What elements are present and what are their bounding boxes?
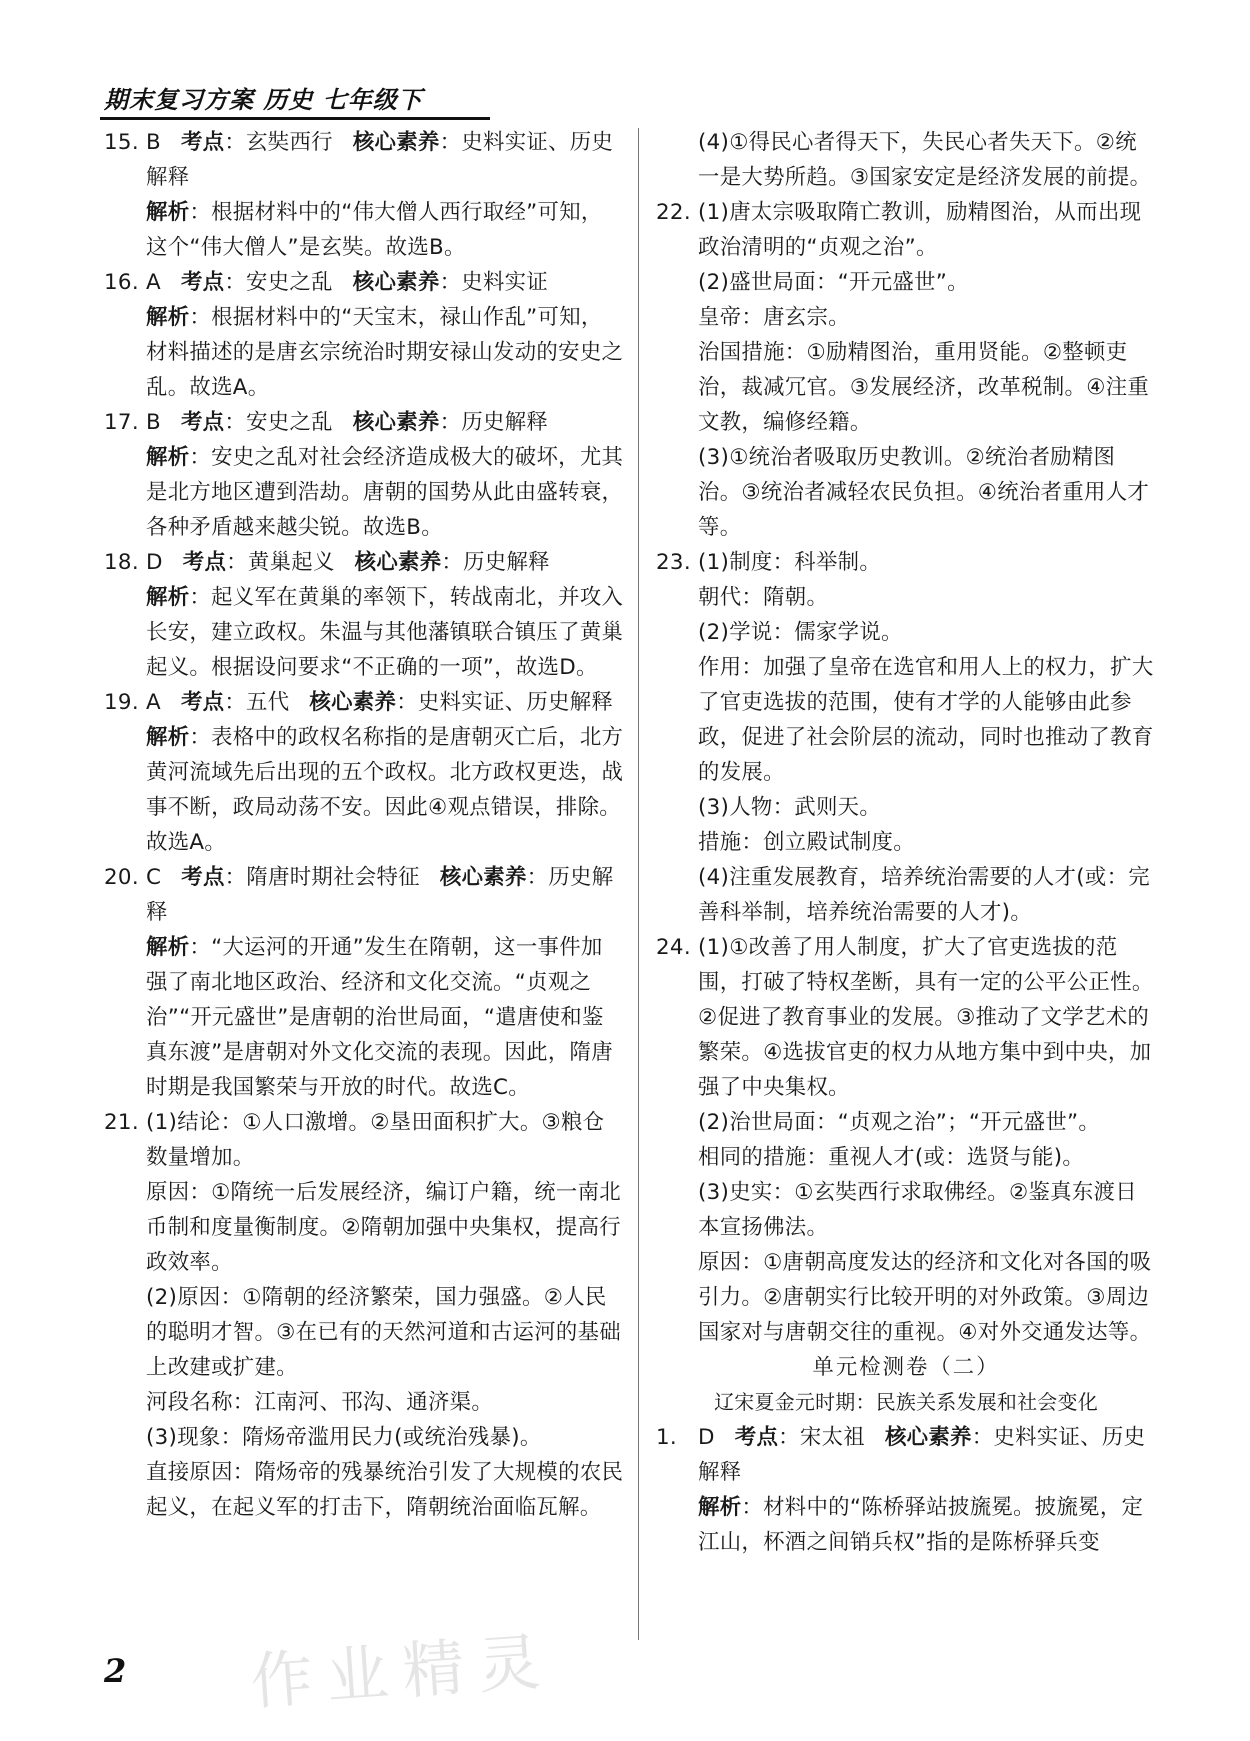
analysis-text: 材料中的“陈桥驿站披旒冕。披旒冕，定江山，杯酒之间销兵权”指的是陈桥驿兵变 [698,1495,1144,1555]
question-24 [656,930,1156,1350]
topic: 安史之乱 [246,410,333,435]
question-16: 16. A 考点：安史之乱 核心素养：史料实证 解析：根据材料中的“天宝末，禄山作乱”可知，材料描述的是唐玄宗统治时期安禄山发动的安史之乱。故选A。 [104,265,624,405]
answer-line: 直接原因：隋炀帝的残暴统治引发了大规模的农民起义，在起义军的打击下，隋朝统治面临瓦解。 [146,1460,624,1520]
question-number: 20. [104,865,139,890]
literacy-label: 核心素养 [354,550,442,575]
analysis-label: 解析 [146,200,190,225]
question-22 [656,195,1156,545]
topic-label: 考点 [182,550,227,575]
analysis-label: 解析 [146,445,190,470]
question-number: 17. [104,410,139,435]
column-divider [638,128,639,1640]
literacy: 史料实证、历史解释 [417,690,614,715]
header-title: 期末复习方案 历史 七年级下 [104,85,423,114]
answer-line: 原因：①唐朝高度发达的经济和文化对各国的吸引力。②唐朝实行比较开明的对外政策。③周边国家对与唐朝交往的重视。④对外交通发达等。 [698,1250,1152,1345]
literacy: 史料实证、历史解释 [698,1425,1146,1485]
answer: A [146,690,161,715]
answer-line: 相同的措施：重视人才(或：选贤与能)。 [698,1145,1085,1170]
analysis-label: 解析 [698,1495,742,1520]
topic-label: 考点 [180,410,225,435]
question-15: 15. B 考点：玄奘西行 核心素养：史料实证、历史解释 解析：根据材料中的“伟大僧人西行取经”可知，这个“伟大僧人”是玄奘。故选B。 [104,125,624,265]
answer-line: 原因：①隋统一后发展经济，编订户籍，统一南北币制和度量衡制度。②隋朝加强中央集权，提高行政效率。 [146,1180,621,1275]
right-column [656,125,1156,1560]
question-number: 1. [656,1425,678,1450]
question-21-continued: (4)①得民心者得天下，失民心者失天下。②统一是大势所趋。③国家安定是经济发展的前提。 [698,130,1152,190]
question-number: 22. [656,200,691,225]
answer: D [146,550,163,575]
topic-label: 考点 [181,865,225,890]
analysis-text: 根据材料中的“伟大僧人西行取经”可知，这个“伟大僧人”是玄奘。故选B。 [146,200,603,260]
literacy-label: 核心素养 [352,270,440,295]
answer-line: (3)史实：①玄奘西行求取佛经。②鉴真东渡日本宣扬佛法。 [698,1180,1137,1240]
literacy-label: 核心素养 [309,690,397,715]
literacy-label: 核心素养 [352,130,440,155]
literacy-label: 核心素养 [884,1425,972,1450]
topic-label: 考点 [180,690,225,715]
section2-question-1: 1. D 考点：宋太祖 核心素养：史料实证、历史解释 解析：材料中的“陈桥驿站披旒冕。披旒冕，定江山，杯酒之间销兵权”指的是陈桥驿兵变 [656,1420,1156,1560]
answer-line: (2)治世局面：“贞观之治”；“开元盛世”。 [698,1110,1101,1135]
topic: 五代 [246,690,290,715]
question-21 [104,1105,624,1525]
question-number: 16. [104,270,139,295]
header-rule [100,117,490,120]
literacy-label: 核心素养 [352,410,440,435]
topic: 隋唐时期社会特征 [246,865,420,890]
answer-line: (4)注重发展教育，培养统治需要的人才(或：完善科举制，培养统治需要的人才)。 [698,865,1150,925]
analysis-text: 安史之乱对社会经济造成极大的破坏，尤其是北方地区遭到浩劫。唐朝的国势从此由盛转衰，各种矛盾越来越尖锐。故选B。 [146,445,624,540]
literacy-label: 核心素养 [439,865,527,890]
topic: 宋太祖 [799,1425,865,1450]
watermark: 作业精灵 [248,1624,557,1719]
topic: 玄奘西行 [246,130,333,155]
topic: 安史之乱 [246,270,333,295]
question-number: 15. [104,130,139,155]
answer-line: 朝代：隋朝。 [698,585,829,610]
answer-part: (1)①改善了用人制度，扩大了官吏选拔的范围，打破了特权垄断，具有一定的公平公正性。②促进了教育事业的发展。③推动了文学艺术的繁荣。④选拔官吏的权力从地方集中到中央，加强了中央集权。 [698,935,1154,1100]
question-19: 19. A 考点：五代 核心素养：史料实证、历史解释 解析：表格中的政权名称指的是唐朝灭亡后，北方黄河流域先后出现的五个政权。北方政权更迭，战事不断，政局动荡不安。因此④观点错误，排除。故选A。 [104,685,624,860]
analysis-text: 根据材料中的“天宝末，禄山作乱”可知，材料描述的是唐玄宗统治时期安禄山发动的安史之乱。故选A。 [146,305,624,400]
question-23 [656,545,1156,930]
answer-line: 措施：创立殿试制度。 [698,830,915,855]
question-number: 21. [104,1110,139,1135]
page-number: 2 [104,1652,127,1690]
analysis-text: 表格中的政权名称指的是唐朝灭亡后，北方黄河流域先后出现的五个政权。北方政权更迭，战事不断，政局动荡不安。因此④观点错误，排除。故选A。 [146,725,624,855]
answer-line: (2)原因：①隋朝的经济繁荣，国力强盛。②人民的聪明才智。③在已有的天然河道和古运河的基础上改建或扩建。 [146,1285,621,1380]
topic-label: 考点 [734,1425,779,1450]
answer-line: (2)学说：儒家学说。 [698,620,903,645]
question-18: 18. D 考点：黄巢起义 核心素养：历史解释 解析：起义军在黄巢的率领下，转战南北，并攻入长安，建立政权。朱温与其他藩镇联合镇压了黄巢起义。根据设问要求“不正确的一项”，故选D。 [104,545,624,685]
answer-line: 作用：加强了皇帝在选官和用人上的权力，扩大了官吏选拔的范围，使有才学的人能够由此参政，促进了社会阶层的流动，同时也推动了教育的发展。 [698,655,1154,785]
question-20: 20. C 考点：隋唐时期社会特征 核心素养：历史解释 解析：“大运河的开通”发生在隋朝，这一事件加强了南北地区政治、经济和文化交流。“贞观之治”“开元盛世”是唐朝的治世局面，“遣唐使和鉴真东渡”是唐朝对外文化交流的表现。因此，隋唐时期是我国繁荣与开放的时代。故选C。 [104,860,624,1105]
answer: D [698,1425,715,1450]
answer-line: (2)盛世局面：“开元盛世”。 [698,270,969,295]
section-title: 单元检测卷（二） [812,1355,1000,1380]
answer-part: (1)制度：科举制。 [698,550,882,575]
answer-line: (3)①统治者吸取历史教训。②统治者励精图治。③统治者减轻农民负担。④统治者重用人才等。 [698,445,1150,540]
literacy: 历史解释 [463,550,550,575]
question-number: 23. [656,550,691,575]
literacy: 历史解释 [461,410,549,435]
answer: A [146,270,161,295]
answer-part: (1)结论：①人口激增。②垦田面积扩大。③粮仓数量增加。 [146,1110,605,1170]
answer: B [146,410,161,435]
analysis-text: “大运河的开通”发生在隋朝，这一事件加强了南北地区政治、经济和文化交流。“贞观之治”“开元盛世”是唐朝的治世局面，“遣唐使和鉴真东渡”是唐朝对外文化交流的表现。因此，隋唐时期是我国繁荣与开放的时代。故选C。 [146,935,613,1100]
answer-part: (1)唐太宗吸取隋亡教训，励精图治，从而出现政治清明的“贞观之治”。 [698,200,1142,260]
answer: B [146,130,161,155]
literacy: 史料实证 [461,270,549,295]
literacy: 史料实证、历史解释 [146,130,614,190]
analysis-label: 解析 [146,585,190,610]
analysis-label: 解析 [146,725,190,750]
literacy: 历史解释 [146,865,614,925]
answer-line: (3)人物：武则天。 [698,795,882,820]
topic-label: 考点 [180,130,225,155]
analysis-text: 起义军在黄巢的率领下，转战南北，并攻入长安，建立政权。朱温与其他藩镇联合镇压了黄巢起义。根据设问要求“不正确的一项”，故选D。 [146,585,624,680]
answer-line: 皇帝：唐玄宗。 [698,305,850,330]
topic-label: 考点 [180,270,225,295]
question-number: 24. [656,935,691,960]
section-subtitle: 辽宋夏金元时期：民族关系发展和社会变化 [714,1390,1098,1414]
question-number: 18. [104,550,139,575]
answer-line: 河段名称：江南河、邗沟、通济渠。 [146,1390,494,1415]
analysis-label: 解析 [146,935,190,960]
answer-line: 治国措施：①励精图治，重用贤能。②整顿吏治，裁减冗官。③发展经济，改革税制。④注重文教，编修经籍。 [698,340,1150,435]
answer: C [146,865,162,890]
question-17: 17. B 考点：安史之乱 核心素养：历史解释 解析：安史之乱对社会经济造成极大的破坏，尤其是北方地区遭到浩劫。唐朝的国势从此由盛转衰，各种矛盾越来越尖锐。故选B。 [104,405,624,545]
answer-line: (3)现象：隋炀帝滥用民力(或统治残暴)。 [146,1425,542,1450]
question-number: 19. [104,690,139,715]
left-column [104,125,624,1525]
analysis-label: 解析 [146,305,190,330]
topic: 黄巢起义 [247,550,335,575]
